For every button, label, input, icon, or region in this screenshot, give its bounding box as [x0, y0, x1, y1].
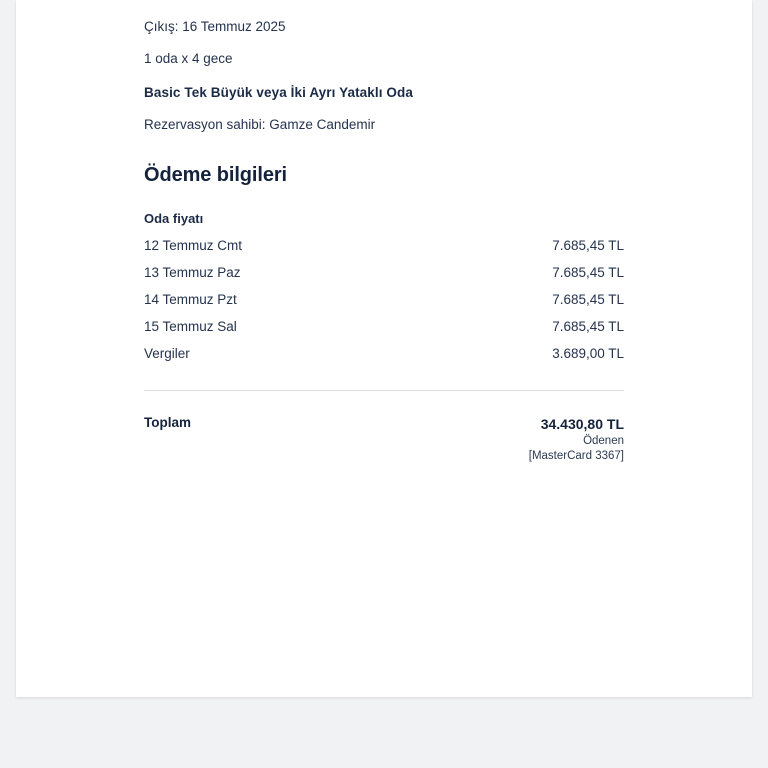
total-label: Toplam	[144, 415, 191, 430]
price-row-label: 14 Temmuz Pzt	[144, 292, 237, 307]
price-row-value: 7.685,45 TL	[552, 292, 624, 307]
clipped-top-line	[144, 0, 624, 10]
table-row	[144, 292, 624, 319]
table-row	[144, 319, 624, 346]
price-table	[144, 238, 624, 373]
price-row-label: 13 Temmuz Paz	[144, 265, 241, 280]
price-row-value: 7.685,45 TL	[552, 238, 624, 253]
total-row	[144, 415, 624, 464]
checkout-date: Çıkış: 16 Temmuz 2025	[144, 19, 286, 34]
reservation-holder: Rezervasyon sahibi: Gamze Candemir	[144, 117, 376, 132]
total-details	[529, 415, 624, 464]
table-row	[144, 265, 624, 292]
price-row-value: 7.685,45 TL	[552, 319, 624, 334]
document-sheet	[16, 0, 752, 697]
price-row-label: 12 Temmuz Cmt	[144, 238, 243, 253]
occupancy-summary: 1 oda x 4 gece	[144, 51, 233, 66]
room-rate-label: Oda fiyatı	[144, 211, 204, 226]
table-row	[144, 238, 624, 265]
price-row-label: 15 Temmuz Sal	[144, 319, 237, 334]
payment-status: Ödenen	[583, 435, 624, 447]
price-row-value: 3.689,00 TL	[552, 346, 624, 361]
total-divider	[144, 390, 624, 391]
total-amount: 34.430,80 TL	[540, 416, 624, 432]
price-row-value: 7.685,45 TL	[552, 265, 624, 280]
payment-section-title: Ödeme bilgileri	[144, 164, 287, 186]
table-row	[144, 346, 624, 373]
room-name: Basic Tek Büyük veya İki Ayrı Yataklı Oda	[144, 85, 413, 100]
payment-method: [MasterCard 3367]	[528, 450, 624, 462]
price-row-label: Vergiler	[144, 346, 190, 361]
document-content	[144, 0, 624, 464]
